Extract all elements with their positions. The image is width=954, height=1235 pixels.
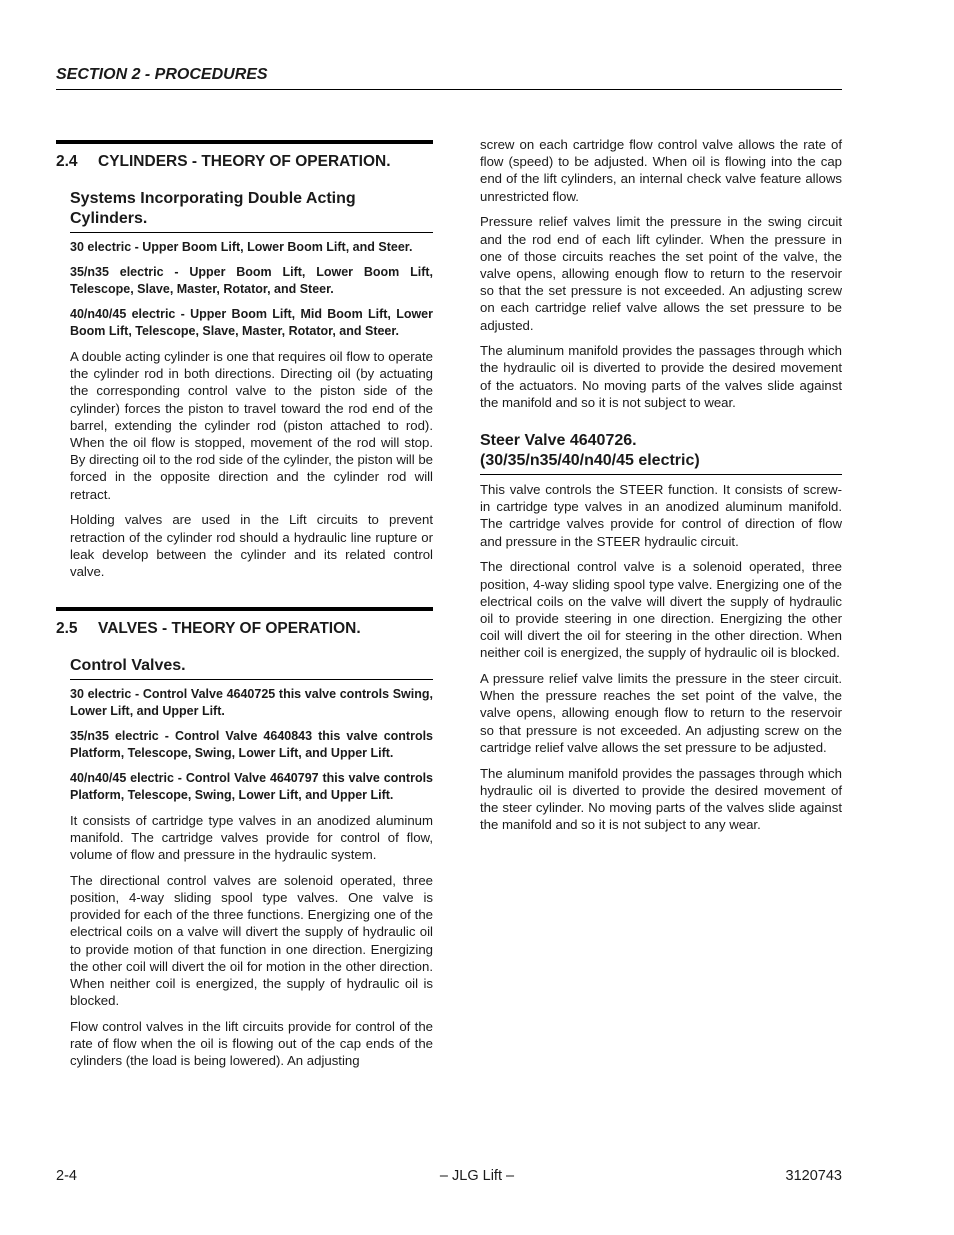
footer-page-number: 2-4 [56, 1168, 77, 1184]
running-header: SECTION 2 - PROCEDURES [56, 66, 268, 83]
body-paragraph: This valve controls the STEER function. It consists of screw-in cartridge type valves in an anodized aluminum manifold. The cartridge valves provide for control of direction of flow and pressure in the STEER hydraulic circuit. [480, 482, 842, 549]
body-paragraph: A double acting cylinder is one that requires oil flow to operate the cylinder rod in both directions. Directing oil (by actuating the corresponding control valve to the piston side of the cylinder) forces the piston to travel toward the rod end of the barrel, extending the cylinder rod (piston attached to rod). When the oil flow is stopped, movement of the rod will stop. By directing oil to the rod side of the cylinder, the piston will be forced in the opposite direction and the cylinder rod will retract. [70, 349, 433, 502]
steer-subhead-line1: Steer Valve 4640726. [480, 432, 637, 450]
steer-subhead-line2: (30/35/n35/40/n40/45 electric) [480, 452, 700, 470]
body-paragraph: A pressure relief valve limits the pressure in the steer circuit. When the pressure reaches the set point of the valve, the valve opens, allowing enough flow to return to the reservoir so that pressure is not exceeded. An adjusting screw on the cartridge relief valve allows the set pressure to be adjusted. [480, 671, 842, 755]
subheading-double-acting: Systems Incorporating Double Acting Cylinders. [70, 189, 433, 233]
model-list-item: 35/n35 electric - Control Valve 4640843 this valve controls Platform, Telescope, Swing, Lower Lift, and Upper Lift. [70, 728, 433, 760]
body-paragraph: Holding valves are used in the Lift circuits to prevent retraction of the cylinder rod should a hydraulic line rupture or leak develop between the cylinder and its related control valve. [70, 512, 433, 579]
right-column [480, 136, 842, 842]
body-paragraph: The directional control valves are solenoid operated, three position, 4-way sliding spool type valves. One valve is provided for each of the three functions. Energizing one of the electrical coils on a valve will divert the supply of hydraulic oil to provide motion of that function in one direction. Energizing the other coil will divert the oil for motion in the other direction. When neither coil is energized, the supply of hydraulic oil is blocked. [70, 872, 433, 1009]
subheading-steer-valve [480, 431, 842, 475]
body-paragraph: It consists of cartridge type valves in an anodized aluminum manifold. The cartridge valves provide for control of flow, volume of flow and pressure in the hydraulic system. [70, 812, 433, 863]
model-list-item: 30 electric - Upper Boom Lift, Lower Boom Lift, and Steer. [70, 240, 413, 254]
header-rule [56, 89, 842, 90]
section-heading-2-5 [56, 620, 433, 638]
body-paragraph: Flow control valves in the lift circuits provide for control of the rate of flow when the oil is flowing out of the cap ends of the cylinders (the load is being lowered). An adjusting [70, 1018, 433, 1069]
section-heading-2-4 [56, 153, 433, 171]
body-paragraph: screw on each cartridge flow control valve allows the rate of flow (speed) to be adjusted. When oil is flowing into the cap end of the lift cylinders, an internal check valve feature allows unrestricted flow. [480, 137, 842, 204]
section-rule [56, 607, 433, 611]
model-list-item: 40/n40/45 electric - Control Valve 4640797 this valve controls Platform, Telescope, Swing, Lower Lift, and Upper Lift. [70, 770, 433, 802]
section-rule [56, 140, 433, 144]
model-list-item: 40/n40/45 electric - Upper Boom Lift, Mid Boom Lift, Lower Boom Lift, Telescope, Slave, Master, Rotator, and Steer. [70, 307, 433, 338]
section-number: 2.4 [56, 153, 78, 170]
body-paragraph: The directional control valve is a solenoid operated, three position, 4-way sliding spool type valve. Energizing one of the electrical coils on the valve will divert the supply of hydraulic oil to provide steering in one direction. Energizing the other coil will divert the oil for steering in the other direction. When neither coil is energized, the supply of hydraulic oil is blocked. [480, 559, 842, 661]
body-paragraph: The aluminum manifold provides the passages through which hydraulic oil is diverted to provide the desired movement of the steer cylinder. No moving parts of the valves slide against the manifold and so it is not subject to any wear. [480, 765, 842, 833]
left-column [56, 140, 433, 1078]
footer-doc-number: 3120743 [785, 1168, 842, 1184]
body-paragraph: Pressure relief valves limit the pressure in the swing circuit and the rod end of each lift cylinder. When the pressure in one of those circuits reaches the set point of the valve, the valve opens, allowing enough flow to return to the reservoir so that the set pressure is not exceeded. An adjusting screw on each cartridge relief valve allows the set pressure to be adjusted. [480, 214, 842, 333]
section-number: 2.5 [56, 619, 78, 637]
section-title: CYLINDERS - THEORY OF OPERATION. [98, 153, 391, 170]
section-title: VALVES - THEORY OF OPERATION. [98, 619, 361, 637]
body-paragraph: The aluminum manifold provides the passages through which the hydraulic oil is diverted to provide the desired movement of the actuators. No moving parts of the valves slide against the manifold and so it is not subject to wear. [480, 343, 842, 410]
model-list-item: 35/n35 electric - Upper Boom Lift, Lower Boom Lift, Telescope, Slave, Master, Rotator, and Steer. [70, 265, 433, 296]
subheading-control-valves: Control Valves. [70, 656, 433, 680]
model-list-item: 30 electric - Control Valve 4640725 this valve controls Swing, Lower Lift, and Upper Lift. [70, 686, 433, 718]
footer-publisher: – JLG Lift – [439, 1168, 515, 1184]
